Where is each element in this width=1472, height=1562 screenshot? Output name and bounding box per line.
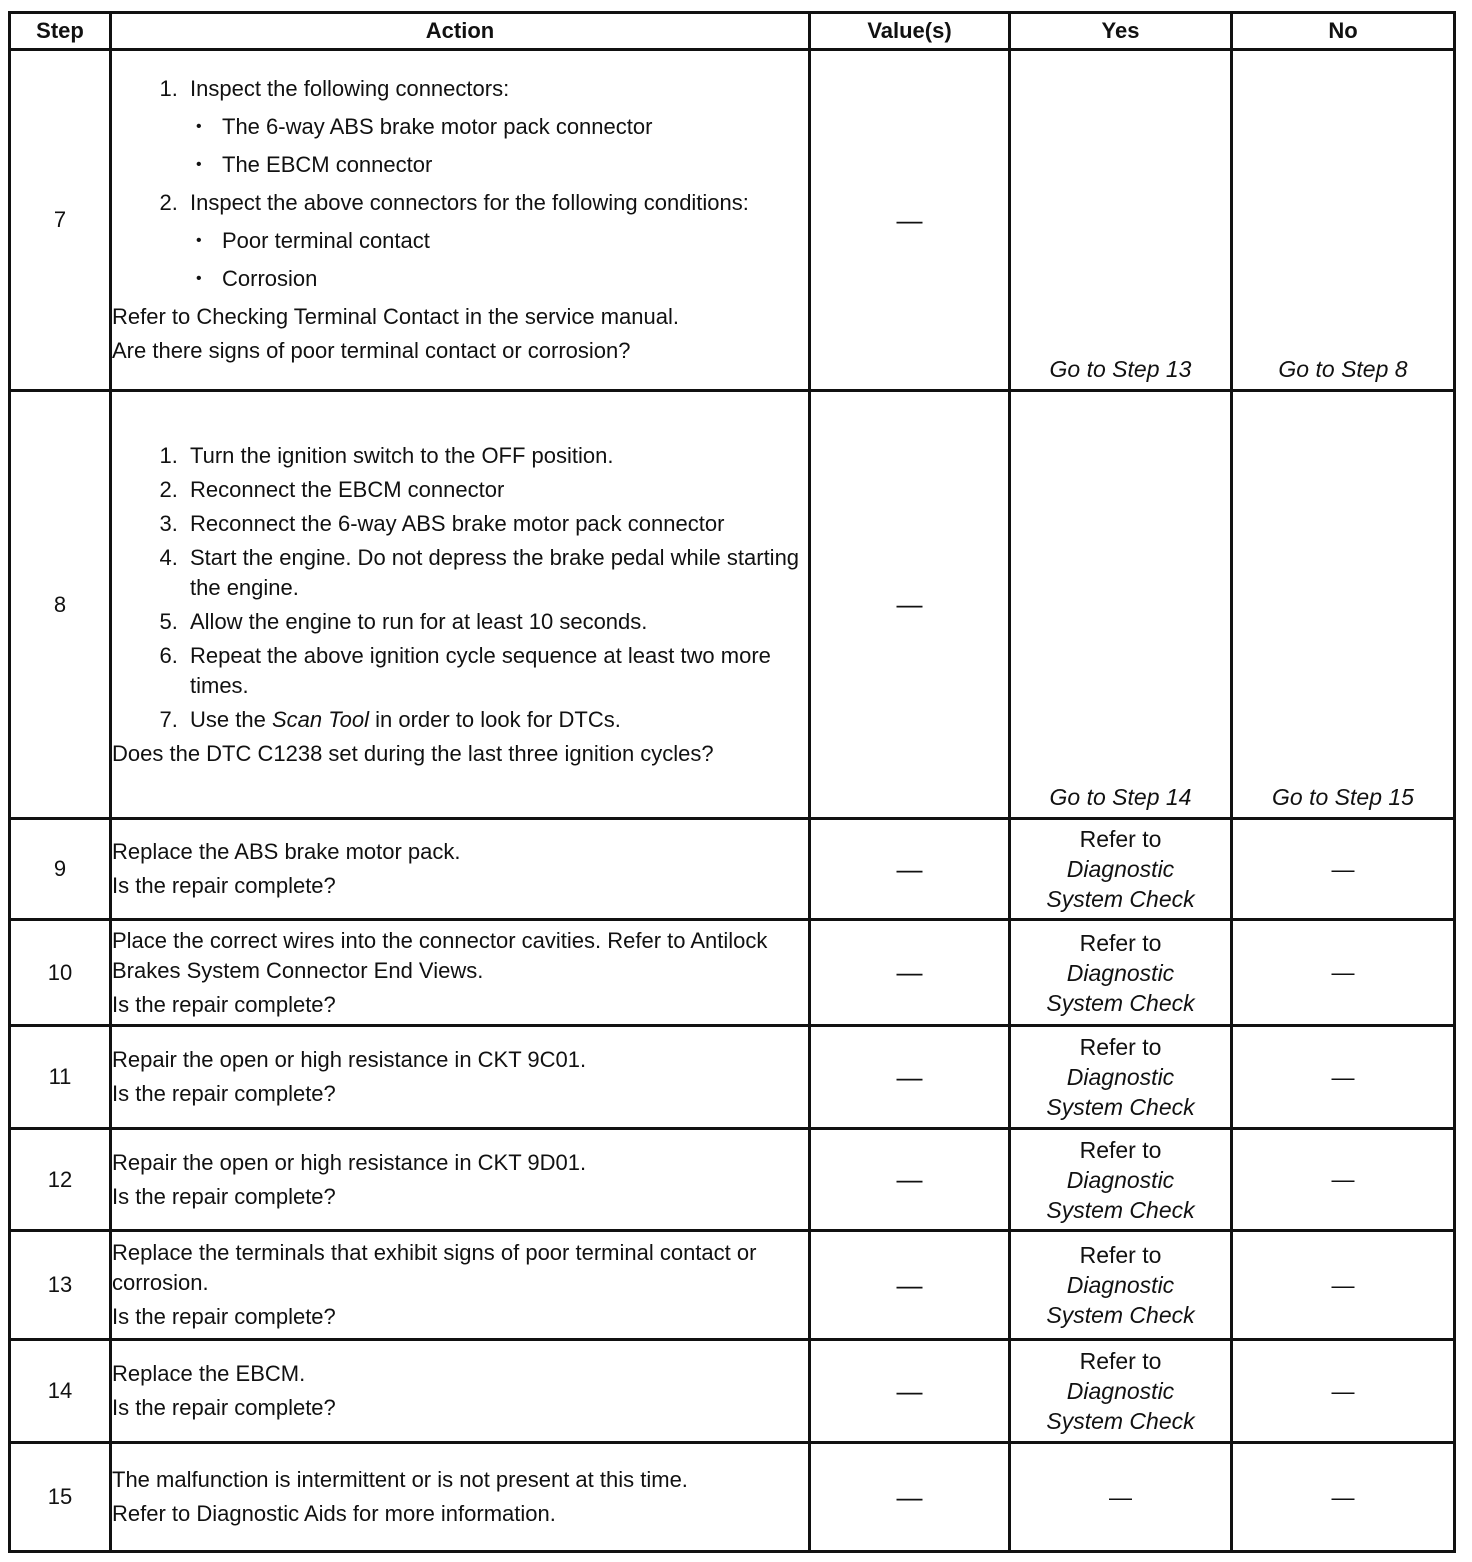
action-text: Repair the open or high resistance in CKT 9C01. [112,1047,587,1072]
value-cell: — [810,920,1010,1026]
action-text: Replace the ABS brake motor pack. [112,839,461,864]
refer-link-line: System Check [1046,989,1195,1016]
no-cell: — [1232,1340,1455,1443]
refer-link-line: Diagnostic [1066,1064,1175,1090]
yes-link-go-to-step-13[interactable]: Go to Step 13 [1010,50,1232,391]
action-step-text: in order to look for DTCs. [368,706,621,732]
action-cell [111,1231,810,1340]
yes-link-diagnostic-system-check[interactable] [1010,1026,1232,1129]
refer-text [1011,1135,1230,1225]
value-cell: — [810,1129,1010,1231]
action-text: Replace the terminals that exhibit signs of poor terminal contact or corrosion. [112,1240,757,1295]
step-number: 9 [10,819,111,920]
header-values: Value(s) [810,13,1010,50]
action-cell [111,1129,810,1231]
action-text: The malfunction is intermittent or is not present at this time. [112,1467,688,1492]
step-number: 12 [10,1129,111,1231]
no-link-go-to-step-8[interactable]: Go to Step 8 [1232,50,1455,391]
refer-prefix: Refer to [1079,826,1162,852]
action-step-item: 2. Reconnect the EBCM connector [184,475,808,505]
action-cell [111,920,810,1026]
action-cell [111,1443,810,1552]
value-cell: — [810,1443,1010,1552]
action-question: Is the repair complete? [112,991,336,1017]
refer-prefix: Refer to [1079,1136,1162,1163]
table-row-step-9 [10,819,1455,920]
no-cell: — [1232,1443,1455,1552]
table-row-step-13 [10,1231,1455,1340]
action-text: Repair the open or high resistance in CKT 9D01. [112,1149,587,1175]
refer-prefix: Refer to [1079,1034,1162,1060]
refer-link-line: Diagnostic [1066,959,1175,986]
value-cell: — [810,391,1010,819]
refer-link-line: Diagnostic [1066,1378,1175,1404]
action-step-item: 4. Start the engine. Do not depress the brake pedal while starting the engine. [184,543,808,603]
refer-link-line: System Check [1046,1302,1195,1328]
value-cell: — [810,1026,1010,1129]
step-number: 7 [10,50,111,391]
action-step-item [184,188,808,294]
step-number: 8 [10,391,111,819]
header-no: No [1232,13,1455,50]
yes-link-go-to-step-14[interactable]: Go to Step 14 [1010,391,1232,819]
action-question: Is the repair complete? [112,873,336,898]
step-number: 14 [10,1340,111,1443]
table-row-step-12 [10,1129,1455,1231]
refer-text [1011,1032,1230,1122]
bullet-item: • The 6-way ABS brake motor pack connector [218,112,808,142]
action-text: Refer to Checking Terminal Contact in the service manual. [112,304,679,329]
action-text: Place the correct wires into the connector cavities. Refer to Antilock Brakes System Connector End Views. [112,927,768,983]
refer-link-line: Diagnostic [1066,856,1175,882]
diagnostic-table [8,11,1456,1553]
step-number: 10 [10,920,111,1026]
yes-link-diagnostic-system-check[interactable] [1010,1231,1232,1340]
step-number: 15 [10,1443,111,1552]
value-cell: — [810,1340,1010,1443]
refer-prefix: Refer to [1079,929,1162,956]
value-cell: — [810,819,1010,920]
header-action: Action [111,13,810,50]
refer-link-line: System Check [1046,1196,1195,1223]
action-cell [111,819,810,920]
action-cell [111,1340,810,1443]
action-step-item: 6. Repeat the above ignition cycle sequence at least two more times. [184,641,808,701]
bullet-item: • Corrosion [218,264,808,294]
action-question: Are there signs of poor terminal contact or corrosion? [112,338,631,363]
no-link-go-to-step-15[interactable]: Go to Step 15 [1232,391,1455,819]
action-cell [111,1026,810,1129]
action-text: Refer to Diagnostic Aids for more information. [112,1501,556,1526]
table-row-step-14 [10,1340,1455,1443]
action-question: Is the repair complete? [112,1304,336,1329]
action-text: Replace the EBCM. [112,1361,306,1386]
bullet-item: • The EBCM connector [218,150,808,180]
header-yes: Yes [1010,13,1232,50]
table-row-step-10 [10,920,1455,1026]
action-question: Is the repair complete? [112,1081,336,1106]
action-question: Does the DTC C1238 set during the last three ignition cycles? [112,740,714,766]
action-cell [111,391,810,819]
action-step-text: Inspect the above connectors for the following conditions: [190,190,749,215]
header-step: Step [10,13,111,50]
scan-tool-term: Scan Tool [271,706,369,732]
refer-text [1011,1346,1230,1436]
action-question: Is the repair complete? [112,1183,336,1209]
action-steps [112,74,808,294]
action-step-item [184,74,808,180]
action-cell [111,50,810,391]
bullet-item: • Poor terminal contact [218,226,808,256]
refer-link-line: Diagnostic [1066,1166,1175,1193]
yes-link-diagnostic-system-check[interactable] [1010,920,1232,1026]
refer-text [1011,1240,1230,1330]
action-step-text: Use the [190,706,272,732]
yes-link-diagnostic-system-check[interactable] [1010,819,1232,920]
action-step-text: Inspect the following connectors: [190,76,510,101]
bullet-list [190,226,808,294]
refer-link-line: System Check [1046,886,1195,912]
header-row [10,13,1455,50]
refer-link-line: System Check [1046,1094,1195,1120]
table-row-step-7 [10,50,1455,391]
table-row-step-11 [10,1026,1455,1129]
refer-text [1011,824,1230,914]
yes-cell: — [1010,1443,1232,1552]
yes-link-diagnostic-system-check[interactable] [1010,1340,1232,1443]
refer-link-line: Diagnostic [1066,1272,1175,1298]
value-cell: — [810,1231,1010,1340]
no-cell: — [1232,819,1455,920]
action-question: Is the repair complete? [112,1395,336,1420]
table-row-step-15 [10,1443,1455,1552]
yes-link-diagnostic-system-check[interactable] [1010,1129,1232,1231]
refer-text [1011,928,1230,1018]
action-step-item: 5. Allow the engine to run for at least 10 seconds. [184,607,808,637]
bullet-list [190,112,808,180]
value-cell: — [810,50,1010,391]
refer-prefix: Refer to [1079,1348,1162,1374]
refer-link-line: System Check [1046,1408,1195,1434]
no-cell: — [1232,1129,1455,1231]
table-row-step-8 [10,391,1455,819]
no-cell: — [1232,1026,1455,1129]
no-cell: — [1232,920,1455,1026]
action-step-item: 3. Reconnect the 6-way ABS brake motor pack connector [184,509,808,539]
action-step-item [184,705,808,735]
step-number: 11 [10,1026,111,1129]
step-number: 13 [10,1231,111,1340]
action-step-item: 1. Turn the ignition switch to the OFF position. [184,441,808,471]
refer-prefix: Refer to [1079,1242,1162,1268]
action-steps [112,441,808,735]
no-cell: — [1232,1231,1455,1340]
